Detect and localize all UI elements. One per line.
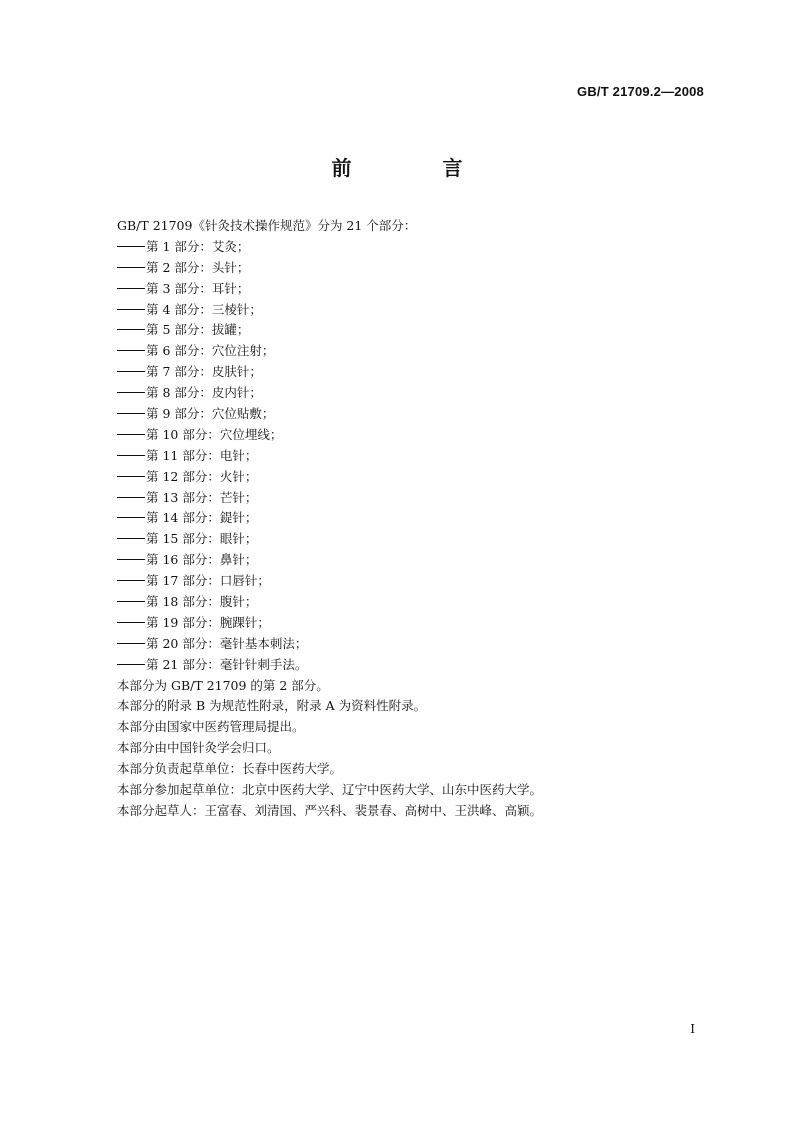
statement-line: 本部分由国家中医药管理局提出。	[117, 719, 305, 735]
em-dash	[117, 497, 145, 498]
em-dash	[117, 538, 145, 539]
em-dash	[117, 309, 145, 310]
em-dash	[117, 455, 145, 456]
list-item: 第 18 部分：腹针；	[117, 592, 717, 613]
list-item: 第 17 部分：口唇针；	[117, 571, 717, 592]
em-dash	[117, 622, 145, 623]
em-dash	[117, 246, 145, 247]
em-dash	[117, 476, 145, 477]
em-dash	[117, 392, 145, 393]
em-dash	[117, 350, 145, 351]
list-item: 第 12 部分：火针；	[117, 467, 717, 488]
statements	[117, 676, 717, 822]
statement-line: 本部分由中国针灸学会归口。	[117, 740, 280, 756]
list-item: 第 7 部分：皮肤针；	[117, 362, 717, 383]
list-item: 第 13 部分：芒针；	[117, 488, 717, 509]
list-item: 第 6 部分：穴位注射；	[117, 341, 717, 362]
em-dash	[117, 601, 145, 602]
list-item: 第 3 部分：耳针；	[117, 279, 717, 300]
em-dash	[117, 371, 145, 372]
list-item: 第 8 部分：皮内针；	[117, 383, 717, 404]
list-item: 第 16 部分：鼻针；	[117, 550, 717, 571]
statement-line: 本部分起草人：王富春、刘清国、严兴科、裴景春、高树中、王洪峰、高颖。	[117, 802, 543, 818]
list-item: 第 20 部分：毫针基本刺法；	[117, 634, 717, 655]
standard-code: GB/T 21709.2—2008	[577, 84, 704, 99]
em-dash	[117, 664, 145, 665]
statement-line: 本部分负责起草单位：长春中医药大学。	[117, 761, 343, 777]
list-item: 第 21 部分：毫针针刺手法。	[117, 655, 717, 676]
list-item: 第 15 部分：眼针；	[117, 529, 717, 550]
list-item: 第 5 部分：拔罐；	[117, 320, 717, 341]
list-item: 第 2 部分：头针；	[117, 258, 717, 279]
parts-list	[117, 237, 717, 676]
em-dash	[117, 580, 145, 581]
list-item: 第 1 部分：艾灸；	[117, 237, 717, 258]
em-dash	[117, 413, 145, 414]
em-dash	[117, 329, 145, 330]
em-dash	[117, 517, 145, 518]
document-body	[117, 216, 717, 822]
statement-line: 本部分为 GB/T 21709 的第 2 部分。	[117, 677, 329, 693]
statement-line: 本部分的附录 B 为规范性附录，附录 A 为资料性附录。	[117, 698, 427, 714]
em-dash	[117, 643, 145, 644]
page-number: I	[690, 1022, 695, 1036]
page-title: 前 言	[331, 156, 505, 180]
em-dash	[117, 434, 145, 435]
statement-line: 本部分参加起草单位：北京中医药大学、辽宁中医药大学、山东中医药大学。	[117, 782, 543, 798]
list-item: 第 19 部分：腕踝针；	[117, 613, 717, 634]
list-item: 第 11 部分：电针；	[117, 446, 717, 467]
em-dash	[117, 267, 145, 268]
list-item: 第 9 部分：穴位贴敷；	[117, 404, 717, 425]
list-item: 第 14 部分：鍉针；	[117, 508, 717, 529]
intro-paragraph: GB/T 21709《针灸技术操作规范》分为 21 个部分：	[117, 218, 417, 233]
list-item: 第 10 部分：穴位埋线；	[117, 425, 717, 446]
em-dash	[117, 288, 145, 289]
list-item: 第 4 部分：三棱针；	[117, 300, 717, 321]
em-dash	[117, 559, 145, 560]
